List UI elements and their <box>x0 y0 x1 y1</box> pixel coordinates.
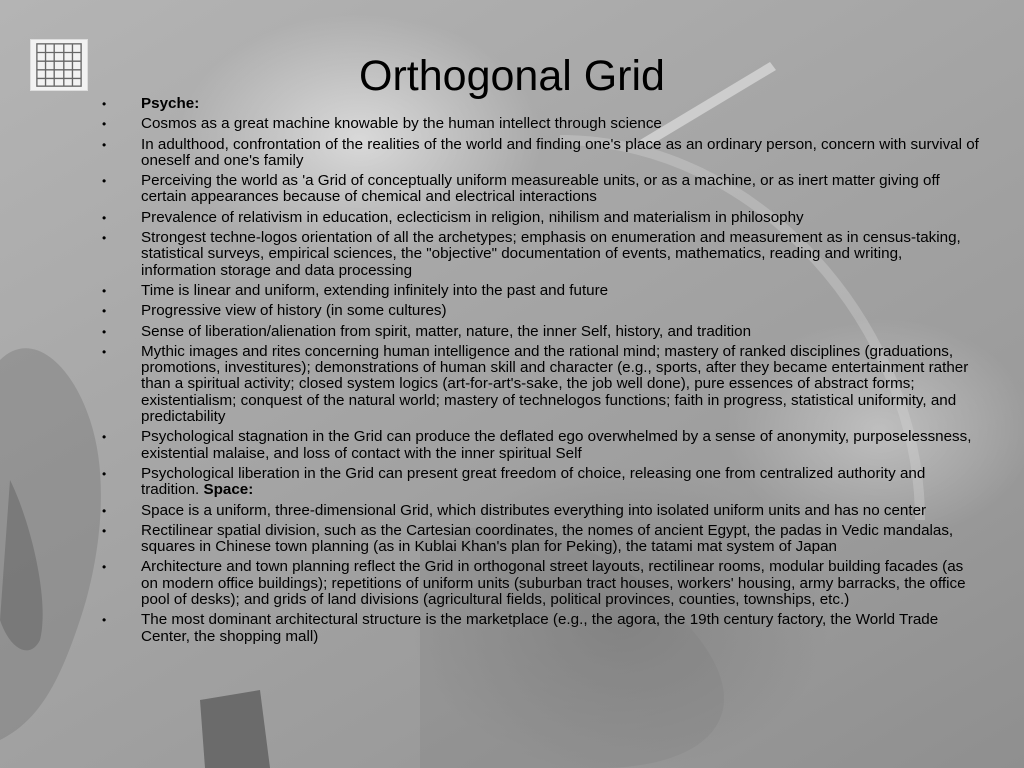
bullet-marker: • <box>102 137 107 152</box>
bullet-text: Psychological stagnation in the Grid can produce the deflated ego overwhelmed by a sense of anonymity, purposelessness, existential malaise, and loss of contact with the inner spiritual Self <box>141 428 972 462</box>
bullet-text: Rectilinear spatial division, such as the Cartesian coordinates, the nomes of ancient Egypt, the padas in Vedic mandalas, squares in Chinese town planning (as in Kublai Khan's plan for Peking), the tatami mat system of Japan <box>141 521 954 556</box>
bullet-item <box>100 466 980 499</box>
bullet-marker: • <box>102 344 107 359</box>
bullet-marker: • <box>102 560 107 575</box>
bullet-marker: • <box>102 231 107 246</box>
bullet-item <box>100 429 980 462</box>
bullet-marker: • <box>102 210 107 225</box>
bullet-text: Psychological liberation in the Grid can present great freedom of choice, releasing one from centralized authority and tradition. <box>141 464 926 499</box>
bullet-marker: • <box>102 503 107 518</box>
bullet-text: Time is linear and uniform, extending infinitely into the past and future <box>141 281 609 299</box>
bullet-marker: • <box>102 430 107 445</box>
bullet-text: In adulthood, confrontation of the realities of the world and finding one's place as an ordinary person, concern with survival of oneself and one's family <box>141 135 979 169</box>
bullet-item <box>100 612 980 645</box>
bullet-text: Strongest techne-logos orientation of all the archetypes; emphasis on enumeration and measurement as in census-taking, statistical surveys, empirical sciences, the "objective" documentation of events, mathematics, reading and writing, information storage and data processing <box>141 229 961 279</box>
bullet-marker: • <box>102 97 107 111</box>
bullet-item <box>100 503 980 519</box>
bullet-heading-text: Psyche: <box>141 95 200 112</box>
bullet-text: Cosmos as a great machine knowable by the human intellect through science <box>141 115 662 133</box>
bullet-marker: • <box>102 304 107 319</box>
bullet-marker: • <box>102 283 107 298</box>
bullet-item <box>100 96 980 112</box>
bullet-text: Prevalence of relativism in education, eclecticism in religion, nihilism and materialism in philosophy <box>141 208 804 226</box>
bullet-marker: • <box>102 174 107 189</box>
bullet-item <box>100 137 980 170</box>
bullet-text: Progressive view of history (in some cultures) <box>141 302 447 320</box>
bullet-text: Space is a uniform, three-dimensional Grid, which distributes everything into isolated uniform units and has no center <box>141 501 927 519</box>
background-dark-corner <box>200 690 270 768</box>
bullet-item <box>100 283 980 299</box>
bullet-text: The most dominant architectural structure is the marketplace (e.g., the agora, the 19th century factory, the World Trade Center, the shopping mall) <box>141 611 939 645</box>
bullet-marker: • <box>102 466 107 481</box>
bullet-marker: • <box>102 613 107 628</box>
bullet-item <box>100 324 980 340</box>
bullet-item <box>100 523 980 556</box>
slide-title: Orthogonal Grid <box>359 52 665 100</box>
bullet-text: Mythic images and rites concerning human intelligence and the rational mind; mastery of ranked disciplines (graduations, promotions, investitures); demonstrations of human skill and character (e.g., sports, after they became entertainment rather than a spiritual activity; closed system logics (art-for-art's-sake, the job well done), pure essences of abstract forms; existentialism; conquest of the natural world; mastery of technelogos functions; faith in progress, statistical uniformity, and predictability <box>141 342 969 426</box>
bullet-item <box>100 559 980 608</box>
bullet-text: Sense of liberation/alienation from spirit, matter, nature, the inner Self, history, and tradition <box>141 322 752 340</box>
bullet-marker: • <box>102 324 107 339</box>
bullet-text: Perceiving the world as 'a Grid of conceptually uniform measureable units, or as a machine, or as inert matter giving off certain appearances because of chemical and electrical interactions <box>141 172 940 206</box>
bullet-marker: • <box>102 523 107 538</box>
bullet-text: Architecture and town planning reflect the Grid in orthogonal street layouts, rectilinear rooms, modular building facades (as on modern office buildings); repetitions of uniform units (suburban tract houses, workers' housing, army barracks, the office pool of desks); and grids of land divisions (agricultural fields, political provinces, counties, townships, etc.) <box>141 558 966 609</box>
bullet-list <box>100 96 980 649</box>
bullet-marker: • <box>102 117 107 132</box>
bullet-item <box>100 344 980 425</box>
bullet-item <box>100 116 980 132</box>
bullet-item <box>100 173 980 206</box>
bullet-item <box>100 230 980 279</box>
bullet-item <box>100 303 980 319</box>
bullet-heading-text: Space: <box>203 481 254 499</box>
bullet-item <box>100 210 980 226</box>
